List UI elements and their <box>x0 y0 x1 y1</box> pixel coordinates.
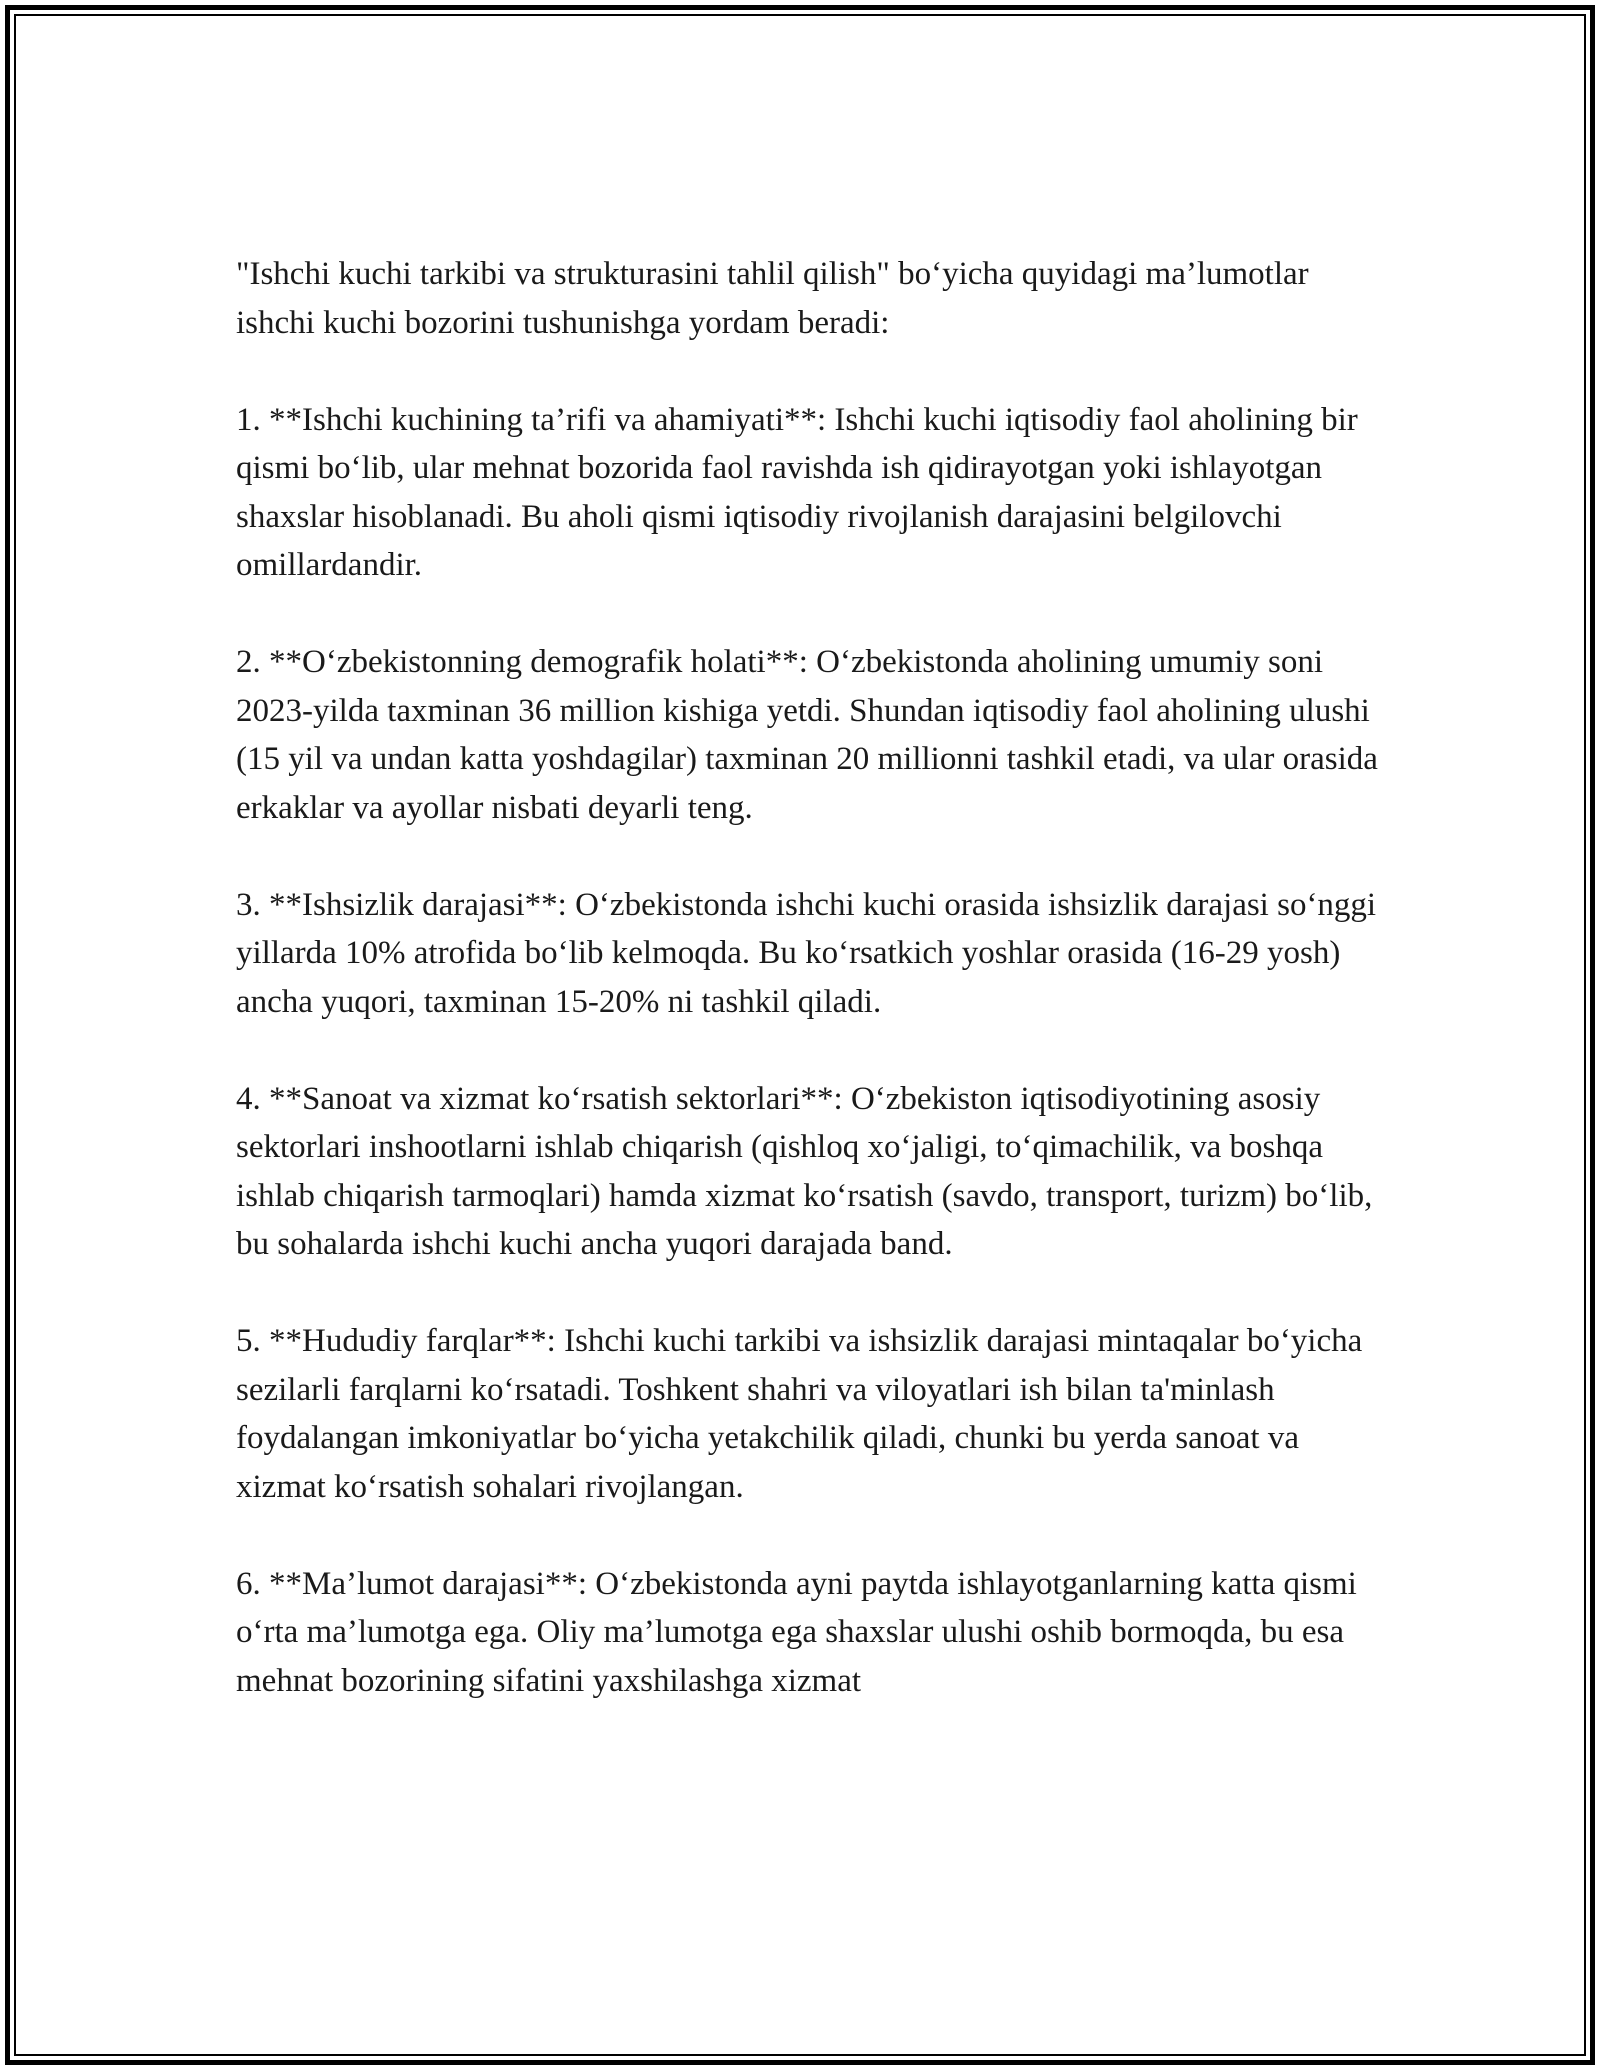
list-item: 4. **Sanoat va xizmat ko‘rsatish sektorlari**: O‘zbekiston iqtisodiyotining asosiy sektorlari inshootlarni ishlab chiqarish (qishloq xo‘jaligi, to‘qimachilik, va boshqa ishlab chiqarish tarmoqlari) hamda xizmat ko‘rsatish (savdo, transport, turizm) bo‘lib, bu sohalarda ishchi kuchi ancha yuqori darajada band. <box>236 1080 1373 1262</box>
list-item: 5. **Hududiy farqlar**: Ishchi kuchi tarkibi va ishsizlik darajasi mintaqalar bo‘yicha sezilarli farqlarni ko‘rsatadi. Toshkent shahri va viloyatlari ish bilan ta'minlash foydalangan imkoniyatlar bo‘yicha yetakchilik qiladi, chunki bu yerda sanoat va xizmat ko‘rsatish sohalari rivojlangan. <box>236 1323 1363 1505</box>
list-item: 2. **O‘zbekistonning demografik holati**: O‘zbekistonda aholining umumiy soni 2023-yilda taxminan 36 million kishiga yetdi. Shundan iqtisodiy faol aholining ulushi (15 yil va undan katta yoshdagilar) taxminan 20 millionni tashkil etadi, va ular orasida erkaklar va ayollar nisbati deyarli teng. <box>236 644 1378 826</box>
intro-paragraph: "Ishchi kuchi tarkibi va strukturasini tahlil qilish" bo‘yicha quyidagi ma’lumotlar ishchi kuchi bozorini tushunishga yordam beradi: <box>236 256 1309 341</box>
list-item: 1. **Ishchi kuchining ta’rifi va ahamiyati**: Ishchi kuchi iqtisodiy faol aholining bir qismi bo‘lib, ular mehnat bozorida faol ravishda ish qidirayotgan yoki ishlayotgan shaxslar hisoblanadi. Bu aholi qismi iqtisodiy rivojlanish darajasini belgilovchi omillardandir. <box>236 401 1358 583</box>
list-item: 3. **Ishsizlik darajasi**: O‘zbekistonda ishchi kuchi orasida ishsizlik darajasi so‘nggi yillarda 10% atrofida bo‘lib kelmoqda. Bu ko‘rsatkich yoshlar orasida (16-29 yosh) ancha yuqori, taxminan 15-20% ni tashkil qiladi. <box>236 886 1377 1020</box>
list-item: 6. **Ma’lumot darajasi**: O‘zbekistonda ayni paytda ishlayotganlarning katta qismi o‘rta ma’lumotga ega. Oliy ma’lumotga ega shaxslar ulushi oshib bormoqda, bu esa mehnat bozorining sifatini yaxshilashga xizmat <box>236 1565 1357 1699</box>
document-body <box>236 250 1386 1705</box>
